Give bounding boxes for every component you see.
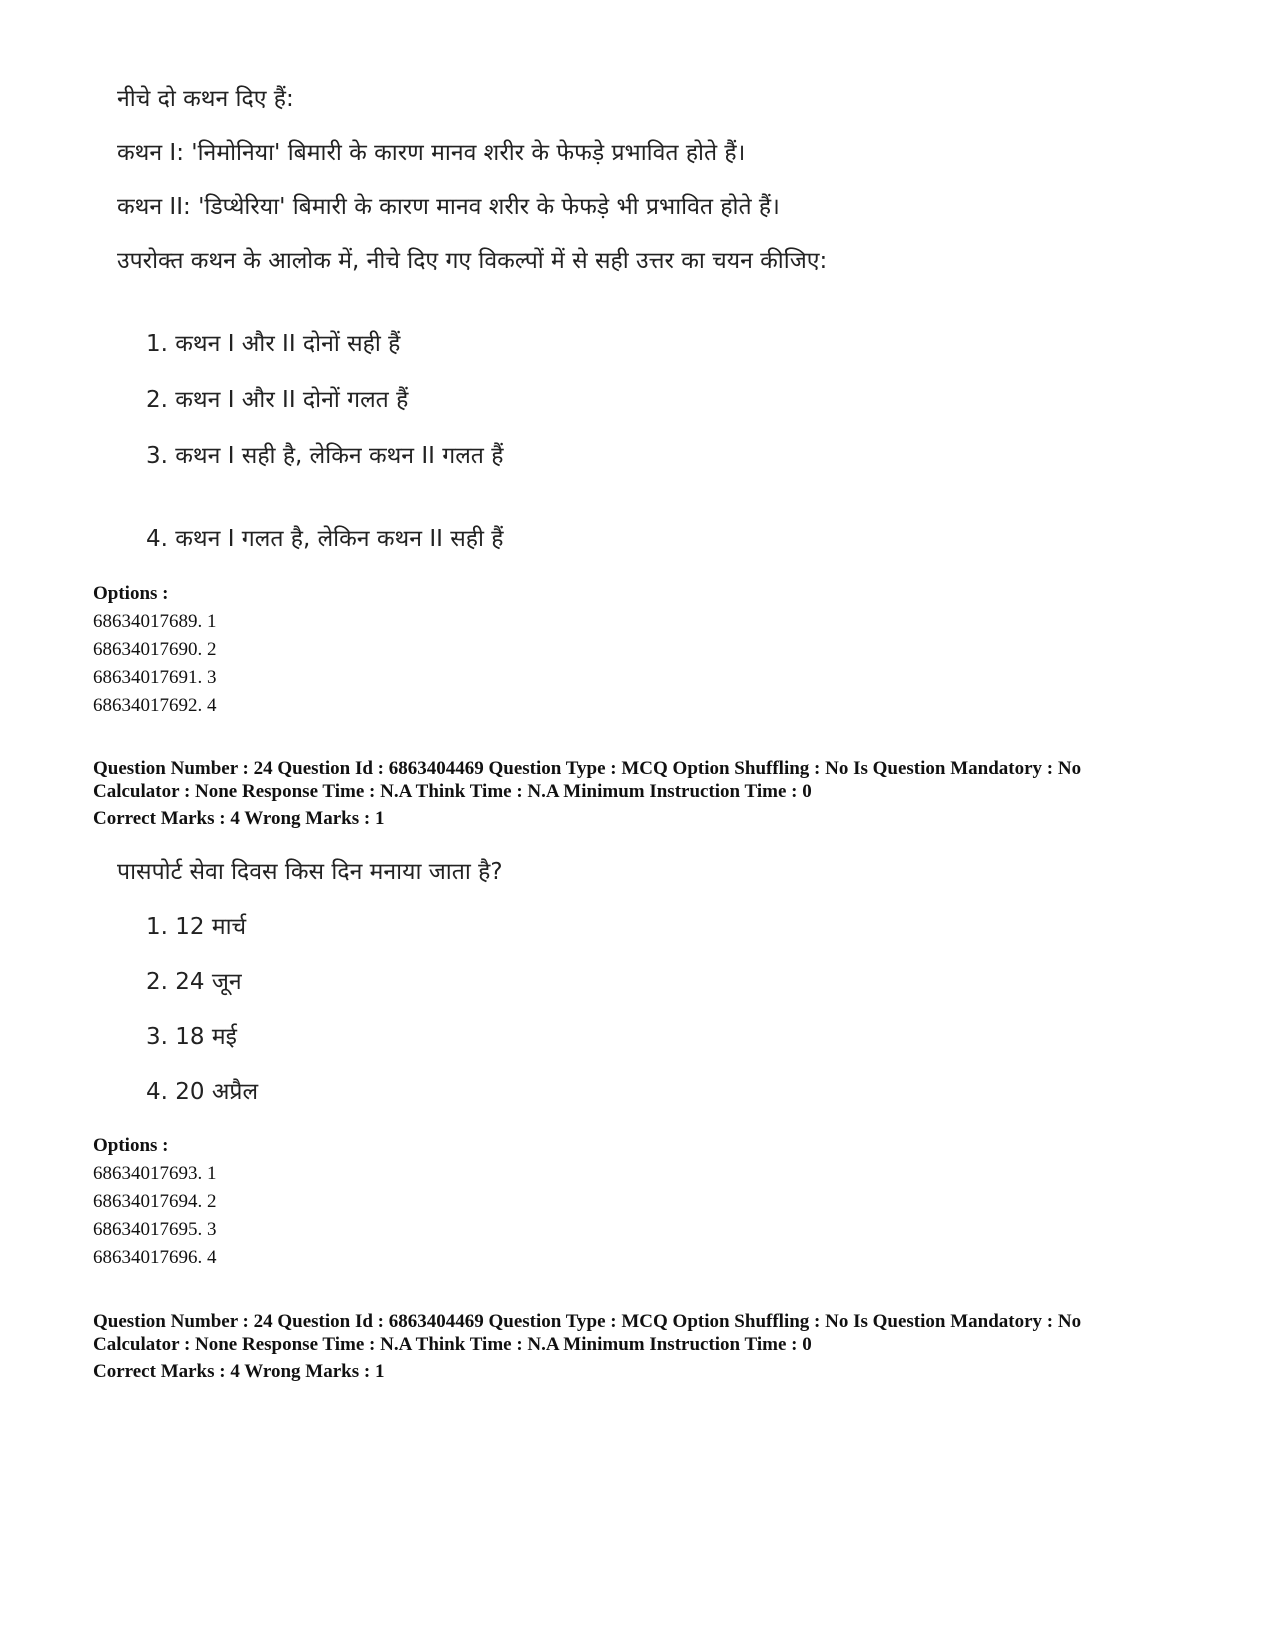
question-meta-line-2: Calculator : None Response Time : N.A Think Time : N.A Minimum Instruction Time : 0 bbox=[93, 781, 812, 802]
question-meta-line-1: Question Number : 24 Question Id : 6863404469 Question Type : MCQ Option Shuffling : No Is Question Mandatory : No bbox=[93, 1311, 1082, 1332]
option-id-3: 68634017695. 3 bbox=[93, 1219, 217, 1240]
question-meta bbox=[93, 1310, 1213, 1383]
options-label: Options : bbox=[93, 1135, 169, 1156]
options-label: Options : bbox=[93, 583, 169, 604]
option-id-1: 68634017689. 1 bbox=[93, 611, 217, 632]
choice-2: 2. 24 जून bbox=[146, 969, 242, 995]
statement-2: कथन II: 'डिप्थेरिया' बिमारी के कारण मानव शरीर के फेफड़े भी प्रभावित होते हैं। bbox=[117, 194, 780, 220]
question-meta-line-2: Calculator : None Response Time : N.A Think Time : N.A Minimum Instruction Time : 0 bbox=[93, 1334, 812, 1355]
choice-3: 3. कथन I सही है, लेकिन कथन II गलत हैं bbox=[146, 443, 504, 469]
choice-1: 1. कथन I और II दोनों सही हैं bbox=[146, 331, 401, 357]
statement-1: कथन I: 'निमोनिया' बिमारी के कारण मानव शरीर के फेफड़े प्रभावित होते हैं। bbox=[117, 140, 746, 166]
question-meta-line-1: Question Number : 24 Question Id : 6863404469 Question Type : MCQ Option Shuffling : No Is Question Mandatory : No bbox=[93, 758, 1082, 779]
choice-2: 2. कथन I और II दोनों गलत हैं bbox=[146, 387, 409, 413]
question-marks: Correct Marks : 4 Wrong Marks : 1 bbox=[93, 808, 385, 829]
question-instruction: उपरोक्त कथन के आलोक में, नीचे दिए गए विकल्पों में से सही उत्तर का चयन कीजिए: bbox=[117, 248, 828, 274]
option-id-3: 68634017691. 3 bbox=[93, 667, 217, 688]
question-meta bbox=[93, 757, 1213, 830]
choice-3: 3. 18 मई bbox=[146, 1024, 237, 1050]
question-marks: Correct Marks : 4 Wrong Marks : 1 bbox=[93, 1361, 385, 1382]
choice-1: 1. 12 मार्च bbox=[146, 914, 247, 940]
question-intro: नीचे दो कथन दिए हैं: bbox=[117, 86, 294, 112]
option-id-4: 68634017696. 4 bbox=[93, 1247, 217, 1268]
option-id-4: 68634017692. 4 bbox=[93, 695, 217, 716]
choice-4: 4. 20 अप्रैल bbox=[146, 1079, 259, 1105]
option-id-1: 68634017693. 1 bbox=[93, 1163, 217, 1184]
choice-4: 4. कथन I गलत है, लेकिन कथन II सही हैं bbox=[146, 526, 504, 552]
option-id-2: 68634017690. 2 bbox=[93, 639, 217, 660]
question-text: पासपोर्ट सेवा दिवस किस दिन मनाया जाता है? bbox=[117, 859, 503, 885]
option-id-2: 68634017694. 2 bbox=[93, 1191, 217, 1212]
